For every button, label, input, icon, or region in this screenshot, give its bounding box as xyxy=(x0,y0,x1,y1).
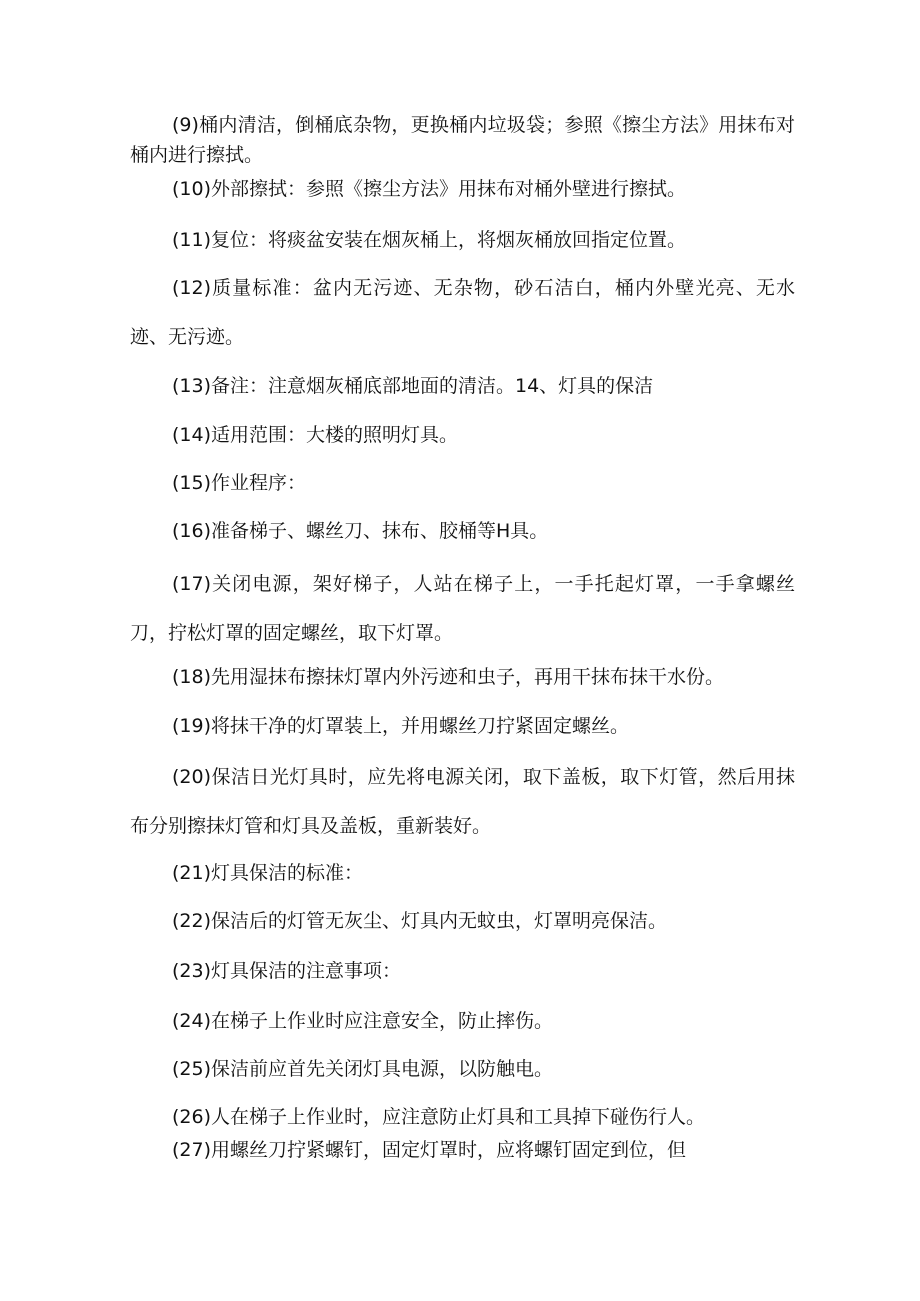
paragraph-27: (27)用螺丝刀拧紧螺钉，固定灯罩时，应将螺钉固定到位，但 xyxy=(172,1139,687,1161)
paragraph-18: (18)先用湿抹布擦抹灯罩内外污迹和虫子，再用干抹布抹干水份。 xyxy=(172,666,725,688)
paragraph-17: (17)关闭电源，架好梯子，人站在梯子上，一手托起灯罩，一手拿螺丝刀，拧松灯罩的固定螺丝，取下灯罩。 xyxy=(130,573,795,644)
paragraph-22: (22)保洁后的灯管无灰尘、灯具内无蚊虫，灯罩明亮保洁。 xyxy=(172,910,668,932)
paragraph-9: (9)桶内清洁，倒桶底杂物，更换桶内垃圾袋；参照《擦尘方法》用抹布对桶内进行擦拭。 xyxy=(130,114,795,166)
paragraph-11: (11)复位：将痰盆安装在烟灰桶上，将烟灰桶放回指定位置。 xyxy=(172,229,687,251)
paragraph-12: (12)质量标准：盆内无污迹、无杂物，砂石洁白，桶内外壁光亮、无水迹、无污迹。 xyxy=(130,277,795,348)
paragraph-21: (21)灯具保洁的标准： xyxy=(172,862,364,884)
paragraph-24: (24)在梯子上作业时应注意安全，防止摔伤。 xyxy=(172,1010,554,1032)
paragraph-23: (23)灯具保洁的注意事项： xyxy=(172,960,402,982)
paragraph-26: (26)人在梯子上作业时，应注意防止灯具和工具掉下碰伤行人。 xyxy=(172,1106,706,1128)
paragraph-14: (14)适用范围：大楼的照明灯具。 xyxy=(172,424,459,446)
paragraph-15: (15)作业程序： xyxy=(172,472,307,494)
paragraph-13: (13)备注：注意烟灰桶底部地面的清洁。14、灯具的保洁 xyxy=(172,375,654,397)
paragraph-19: (19)将抹干净的灯罩装上，并用螺丝刀拧紧固定螺丝。 xyxy=(172,715,630,737)
paragraph-20: (20)保洁日光灯具时，应先将电源关闭，取下盖板，取下灯管，然后用抹布分别擦抹灯管和灯具及盖板，重新装好。 xyxy=(130,766,795,837)
paragraph-16: (16)准备梯子、螺丝刀、抹布、胶桶等Η具。 xyxy=(172,520,549,542)
paragraph-10: (10)外部擦拭：参照《擦尘方法》用抹布对桶外壁进行擦拭。 xyxy=(172,178,687,200)
paragraph-25: (25)保洁前应首先关闭灯具电源，以防触电。 xyxy=(172,1058,554,1080)
